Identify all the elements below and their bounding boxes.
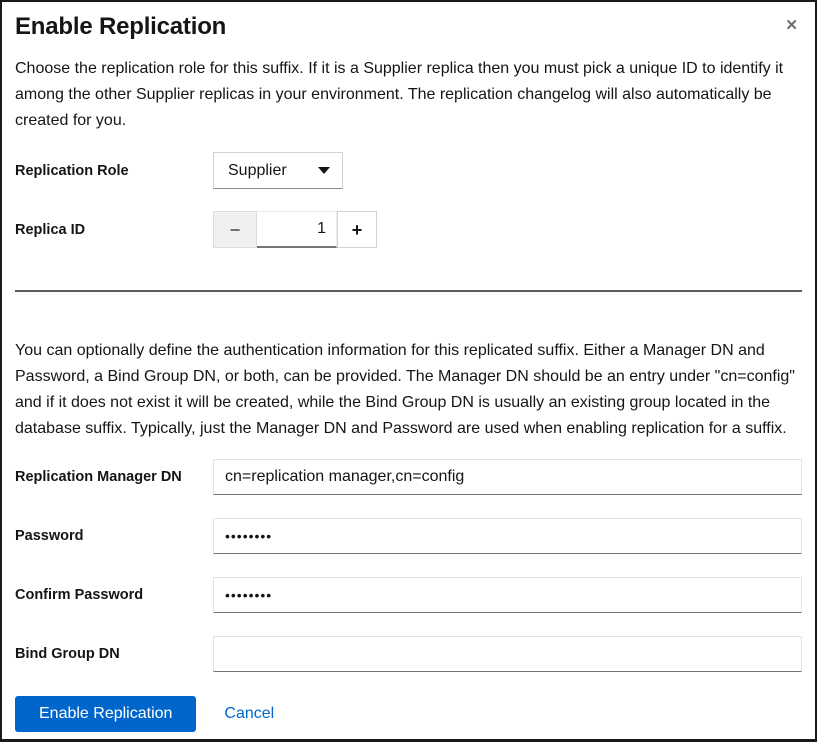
- close-icon: ✕: [785, 17, 798, 34]
- confirm-password-input[interactable]: [213, 577, 802, 613]
- modal-header: [15, 12, 802, 42]
- caret-down-icon: [318, 167, 330, 174]
- minus-icon: −: [229, 219, 241, 240]
- enable-replication-modal: [15, 12, 802, 732]
- bind-group-dn-input[interactable]: [213, 636, 802, 672]
- plus-button[interactable]: [337, 211, 377, 248]
- auth-info-text: You can optionally define the authentication information for this replicated suffix. Either a Manager DN and Password, a Bind Group DN, or both, can be provided. The Manager DN should be an entry under "cn=config" and if it does not exist it will be created, while the Bind Group DN is usually an existing group located in the database suffix. Typically, just the Manager DN and Password are used when enabling replication for a suffix.: [15, 342, 795, 437]
- replica-id-row: [15, 211, 802, 248]
- section-divider: [15, 290, 802, 292]
- replication-role-selected-value: Supplier: [228, 161, 287, 179]
- close-button[interactable]: [785, 12, 802, 33]
- modal-footer: [15, 696, 802, 732]
- minus-button[interactable]: [213, 211, 257, 248]
- replication-role-select[interactable]: [213, 152, 343, 189]
- password-row: [15, 518, 802, 554]
- plus-icon: +: [351, 219, 363, 240]
- manager-dn-row: [15, 459, 802, 495]
- replica-id-input[interactable]: [257, 211, 337, 248]
- password-label: Password: [15, 528, 84, 544]
- intro-text: Choose the replication role for this suffix. If it is a Supplier replica then you must pick a unique ID to identify it among the other Supplier replicas in your environment. The replication changelog will also automatically be created for you.: [15, 60, 784, 129]
- replica-id-stepper: [213, 211, 377, 248]
- replica-id-label: Replica ID: [15, 221, 86, 238]
- manager-dn-input[interactable]: [213, 459, 802, 495]
- bind-group-dn-row: [15, 636, 802, 672]
- confirm-password-label: Confirm Password: [15, 587, 144, 603]
- replication-role-label: Replication Role: [15, 162, 129, 179]
- confirm-password-row: [15, 577, 802, 613]
- cancel-link[interactable]: Cancel: [224, 705, 275, 722]
- page-title: Enable Replication: [15, 13, 227, 40]
- bind-group-dn-label: Bind Group DN: [15, 646, 120, 662]
- replication-role-row: [15, 152, 802, 189]
- manager-dn-label: Replication Manager DN: [15, 469, 182, 485]
- password-input[interactable]: [213, 518, 802, 554]
- enable-replication-button[interactable]: Enable Replication: [15, 696, 196, 732]
